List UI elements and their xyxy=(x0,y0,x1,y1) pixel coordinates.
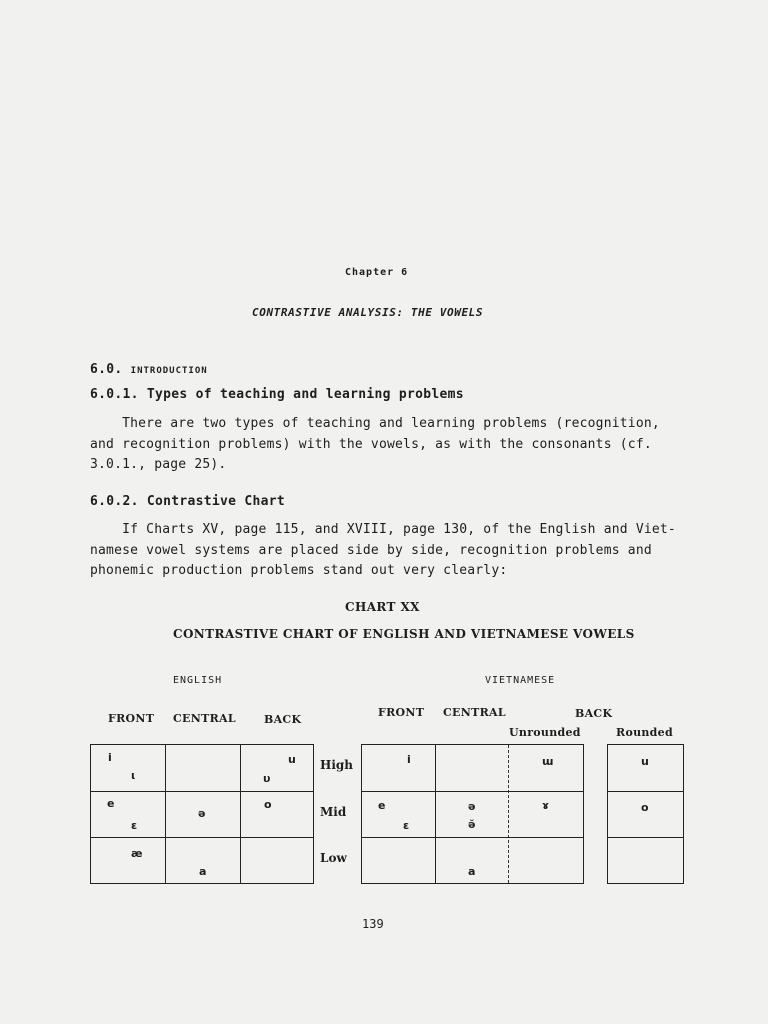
section-heading-6-0-1 xyxy=(90,387,464,402)
vietnamese-col-central: CENTRAL xyxy=(443,706,506,719)
vietnamese-col-front: FRONT xyxy=(378,706,425,719)
vowel-symbol: a xyxy=(468,865,476,878)
row-label-low: Low xyxy=(320,851,347,865)
vowel-symbol: u xyxy=(288,753,296,766)
vietnamese-vowel-grid xyxy=(361,744,584,884)
paragraph-2 xyxy=(90,520,676,582)
row-label-high: High xyxy=(320,758,354,772)
vowel-symbol: u xyxy=(641,755,649,768)
section-heading-6-0-2 xyxy=(90,494,285,509)
page-number: 139 xyxy=(362,917,384,931)
vowel-symbol: a xyxy=(199,865,207,878)
vowel-symbol: ɤ xyxy=(542,799,549,812)
section-number: 6.0.2. xyxy=(90,494,139,509)
section-label: Types of teaching and learning problems xyxy=(146,387,464,402)
vowel-symbol: o xyxy=(264,798,272,811)
section-number: 6.0.1. xyxy=(90,387,139,402)
paragraph-line: 3.0.1., page 25). xyxy=(90,457,227,472)
vietnamese-col-unrounded: Unrounded xyxy=(509,726,581,739)
vietnamese-rounded-grid xyxy=(607,744,684,884)
vowel-symbol: ɯ xyxy=(542,755,554,768)
vowel-symbol: i xyxy=(407,753,411,766)
english-col-front: FRONT xyxy=(108,712,155,725)
vowel-symbol: ɛ xyxy=(131,819,138,832)
chapter-label: Chapter 6 xyxy=(345,267,409,278)
vowel-symbol: e xyxy=(378,799,386,812)
paragraph-line: There are two types of teaching and learning problems (recognition, xyxy=(90,416,660,431)
vowel-symbol: ə̆ xyxy=(468,818,476,831)
chart-number: CHART XX xyxy=(345,600,420,614)
vowel-symbol: υ xyxy=(263,772,271,785)
paragraph-1 xyxy=(90,414,660,476)
section-heading-6-0 xyxy=(90,362,208,377)
section-label: Contrastive Chart xyxy=(146,494,286,509)
chart-title: CONTRASTIVE CHART OF ENGLISH AND VIETNAMESE VOWELS xyxy=(173,627,635,641)
section-label: INTRODUCTION xyxy=(130,366,208,376)
english-vowel-grid xyxy=(90,744,314,884)
vietnamese-col-back: BACK xyxy=(575,707,613,720)
paragraph-line: phonemic production problems stand out very clearly: xyxy=(90,563,508,578)
vowel-symbol: o xyxy=(641,801,649,814)
section-number: 6.0. xyxy=(90,362,123,377)
vowel-symbol: æ xyxy=(131,847,143,860)
vowel-symbol: ə xyxy=(198,807,206,820)
vietnamese-label: VIETNAMESE xyxy=(485,675,556,686)
english-col-central: CENTRAL xyxy=(173,712,236,725)
vowel-symbol: ə xyxy=(468,800,476,813)
paragraph-line: namese vowel systems are placed side by side, recognition problems and xyxy=(90,542,652,558)
english-label: ENGLISH xyxy=(173,675,223,686)
vowel-symbol: ɛ xyxy=(403,819,410,832)
paragraph-line: If Charts XV, page 115, and XVIII, page 130, of the English and Viet- xyxy=(90,522,676,537)
vowel-symbol: ι xyxy=(131,769,136,782)
paragraph-line: and recognition problems) with the vowels, as with the consonants (cf. xyxy=(90,436,652,452)
vietnamese-col-rounded: Rounded xyxy=(616,726,673,739)
vowel-symbol: e xyxy=(107,797,115,810)
chapter-title: CONTRASTIVE ANALYSIS: THE VOWELS xyxy=(252,306,484,319)
row-label-mid: Mid xyxy=(320,805,347,819)
vowel-symbol: i xyxy=(108,751,112,764)
english-col-back: BACK xyxy=(264,713,302,726)
